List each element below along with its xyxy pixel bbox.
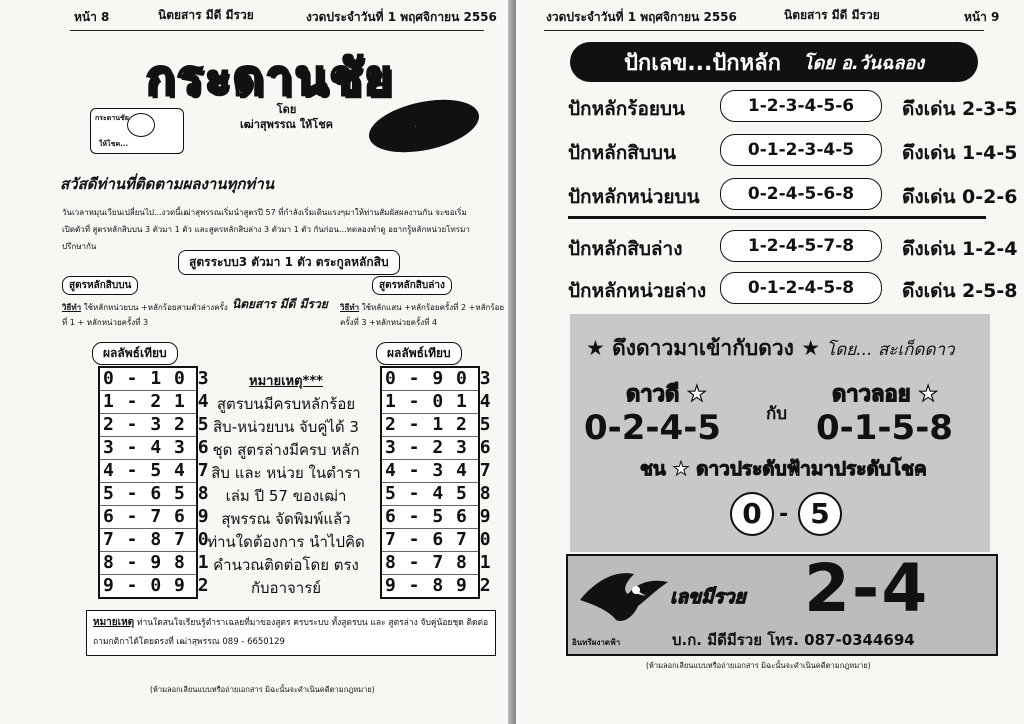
result-row: 8 - 9 8 1 xyxy=(100,552,196,575)
bottom-result-label: ผลลัพธ์เทียบ xyxy=(376,342,462,365)
note-body: สูตรบนมีครบหลักร้อย สิบ-หน่วยบน จับคู่ได้ 3 ชุด สูตรล่างมีครบ หลักสิบ และ หน่วย ในตำราเล่ม ปี 57 ของเฒ่าสุพรรณ จัดพิมพ์แล้ว ท่านใดต้องการ นำไปคิดคำนวณติดต่อโดย ตรงกับอาจารย์ xyxy=(207,395,365,597)
formula-title: สูตรระบบ3 ตัวมา 1 ตัว ตระกูลหลักสิบ xyxy=(178,250,400,275)
logo-badge: มีรวย xyxy=(364,91,484,161)
top-formula-label: สูตรหลักสิบบน xyxy=(62,276,138,295)
star-with: กับ xyxy=(766,404,788,424)
footnote-box xyxy=(86,610,496,656)
note-title: หมายเหตุ*** xyxy=(249,374,323,389)
issue-date-right: งวดประจำวันที่ 1 พฤศจิกายน 2556 xyxy=(546,10,737,24)
section-title-by: โดย อ.วันฉลอง xyxy=(802,52,925,74)
result-row: 5 - 4 5 8 xyxy=(382,483,478,506)
pick-digits: 1-2-4-5-7-8 xyxy=(720,230,882,262)
magazine-name-right: นิตยสาร มีดี มีรวย xyxy=(784,8,880,22)
top-result-label: ผลลัพธ์เทียบ xyxy=(92,342,178,365)
result-row: 9 - 0 9 2 xyxy=(103,575,210,596)
section-divider xyxy=(568,216,986,219)
bottom-method-text: ใช้หลักแสน +หลักร้อยครั้งที่ 2 +หลักร้อยครั้งที่ 3 +หลักหน่วยครั้งที่ 4 xyxy=(340,303,505,327)
star-heading-by: โดย... สะเก็ดดาว xyxy=(826,340,955,360)
pick-row xyxy=(568,178,1018,212)
section-title xyxy=(570,42,978,82)
page-number-right: หน้า 9 xyxy=(964,10,1000,24)
pick-name: ปักหลักหน่วยบน xyxy=(568,186,700,208)
result-row: 0 - 1 0 3 xyxy=(100,368,196,391)
pick-lead: ดึงเด่น 2-3-5 xyxy=(902,98,1018,120)
result-row: 3 - 4 3 6 xyxy=(100,437,196,460)
pick-row xyxy=(568,272,1018,306)
pick-name: ปักหลักสิบบน xyxy=(568,142,676,164)
eagle-brand: อินทรีผงาดฟ้า xyxy=(572,638,621,647)
result-row: 4 - 5 4 7 xyxy=(100,460,196,483)
copy-notice-right: (ห้ามลอกเลียนแบบหรือถ่ายเอกสาร มิฉะนั้นจะดำเนินคดีตามกฎหมาย) xyxy=(646,661,871,670)
pick-name: ปักหลักร้อยบน xyxy=(568,98,686,120)
chon-digit-2: 5 xyxy=(798,492,842,536)
result-row: 0 - 9 0 3 xyxy=(382,368,478,391)
pick-row xyxy=(568,90,1018,124)
star-heading xyxy=(586,332,955,365)
byline-by: โดย xyxy=(276,103,297,116)
page-number-left: หน้า 8 xyxy=(74,10,110,24)
chon-separator: - xyxy=(779,502,789,527)
byline xyxy=(240,102,333,132)
lucky-number-panel xyxy=(566,550,998,656)
seal-icon xyxy=(127,113,155,137)
pick-lead: ดึงเด่น 0-2-6 xyxy=(902,186,1018,208)
lucky-number: 2-4 xyxy=(804,550,930,627)
scroll-text-bottom: ให้โชค... xyxy=(99,140,129,148)
scroll-emblem xyxy=(90,108,184,154)
top-method-text: ใช้หลักหน่วยบน +หลักร้อยสามตัวล่างครั้งที่ 1 + หลักหน่วยครั้งที่ 3 xyxy=(62,303,228,327)
pick-name: ปักหลักสิบล่าง xyxy=(568,238,683,260)
pick-digits: 0-2-4-5-6-8 xyxy=(720,178,882,210)
pick-lead: ดึงเด่น 1-4-5 xyxy=(902,142,1018,164)
pick-name: ปักหลักหน่วยล่าง xyxy=(568,280,707,302)
pick-lead: ดึงเด่น 1-2-4 xyxy=(902,238,1018,260)
star-float-digits: 0-1-5-8 xyxy=(816,408,953,448)
scroll-text-top: กระดานชัย xyxy=(95,114,129,122)
result-row: 2 - 1 2 5 xyxy=(382,414,478,437)
byline-author: เฒ่าสุพรรณ ให้โชค xyxy=(240,118,334,131)
star-panel xyxy=(570,314,990,552)
bottom-method xyxy=(340,300,510,330)
top-method xyxy=(62,300,232,330)
chon-line: ชน ★ ดาวประดับฟ้ามาประดับโชค xyxy=(640,458,927,480)
footnote-text: ท่านใดสนใจเรียนรู้ตำราเฉลยที่มาของสูตร ครบระบบ ทั้งสูตรบน และ สูตรล่าง จับคู่น้อยชุด ติดต่อถามกติกาได้โดยตรงที่ เฒ่าสุพรรณ 089 - 6650129 xyxy=(93,618,489,647)
lucky-label: เลขมีรวย xyxy=(670,586,746,608)
result-row: 7 - 8 7 0 xyxy=(100,529,196,552)
result-row: 1 - 2 1 4 xyxy=(100,391,196,414)
header-rule-right xyxy=(544,30,984,31)
pick-row xyxy=(568,134,1018,168)
star-good-digits: 0-2-4-5 xyxy=(584,408,721,448)
lucky-contact: บ.ก. มีดีมีรวย โทร. 087-0344694 xyxy=(672,631,915,649)
note xyxy=(206,370,366,600)
pick-digits: 0-1-2-4-5-8 xyxy=(720,272,882,304)
result-row: 3 - 2 3 6 xyxy=(382,437,478,460)
bottom-result-table xyxy=(380,366,492,599)
pick-digits: 0-1-2-3-4-5 xyxy=(720,134,882,166)
result-row: 5 - 6 5 8 xyxy=(100,483,196,506)
star-good-label: ดาวดี ★ xyxy=(626,382,707,407)
pick-row xyxy=(568,230,1018,264)
issue-date-left: งวดประจำวันที่ 1 พฤศจิกายน 2556 xyxy=(306,10,497,24)
bottom-method-head: วิธีทำ xyxy=(340,303,360,312)
pick-lead: ดึงเด่น 2-5-8 xyxy=(902,280,1018,302)
footnote-head: หมายเหตุ xyxy=(93,617,135,628)
greeting: สวัสดีท่านที่ติดตามผลงานทุกท่าน xyxy=(60,175,274,193)
chon-digit-1: 0 xyxy=(730,492,774,536)
pick-digits: 1-2-3-4-5-6 xyxy=(720,90,882,122)
result-row: 4 - 3 4 7 xyxy=(382,460,478,483)
magazine-name-left: นิตยสาร มีดี มีรวย xyxy=(158,8,254,22)
result-row: 6 - 5 6 9 xyxy=(382,506,478,529)
section-title-main: ปักเลข...ปักหลัก xyxy=(623,50,781,76)
intro-text: วันเวลาหมุนเวียนเปลี่ยนไป...งวดนี้เฒ่าสุพรรณเริ่มนำสูตรปี 57 ที่กำลังเริ่มเดินแรงๆมาให้ท่านสัมผัสผลงานกัน จะขอเริ่มเปิดตัวที่ สูตรหลักสิบบน 3 ตัวมา 1 ตัว และสูตรหลักสิบล่าง 3 ตัวมา 1 ตัว กันก่อน...ทดลองทำดู อยากรู้หลักหน่วยโทรมาปรึกษากัน xyxy=(62,208,470,251)
result-row: 9 - 8 9 2 xyxy=(385,575,492,596)
top-method-head: วิธีทำ xyxy=(62,303,82,312)
result-row: 2 - 3 2 5 xyxy=(100,414,196,437)
mini-brand: นิตยสาร มีดี มีรวย xyxy=(232,297,328,311)
right-page xyxy=(516,0,1024,724)
result-row: 1 - 0 1 4 xyxy=(382,391,478,414)
bottom-formula-label: สูตรหลักสิบล่าง xyxy=(372,276,452,295)
top-result-table xyxy=(98,366,210,599)
star-float-label: ดาวลอย ★ xyxy=(832,382,938,407)
column-logo xyxy=(90,50,490,150)
result-row: 8 - 7 8 1 xyxy=(382,552,478,575)
result-row: 6 - 7 6 9 xyxy=(100,506,196,529)
copy-notice-left: (ห้ามลอกเลียนแบบหรือถ่ายเอกสาร มิฉะนั้นจะดำเนินคดีตามกฎหมาย) xyxy=(150,685,375,694)
header-rule-left xyxy=(70,30,484,31)
eagle-icon xyxy=(576,560,672,632)
star-heading-text: ★ ดึงดาวมาเข้ากับดวง ★ xyxy=(586,336,821,360)
logo-title: กระดานชัย xyxy=(145,50,395,106)
result-row: 7 - 6 7 0 xyxy=(382,529,478,552)
